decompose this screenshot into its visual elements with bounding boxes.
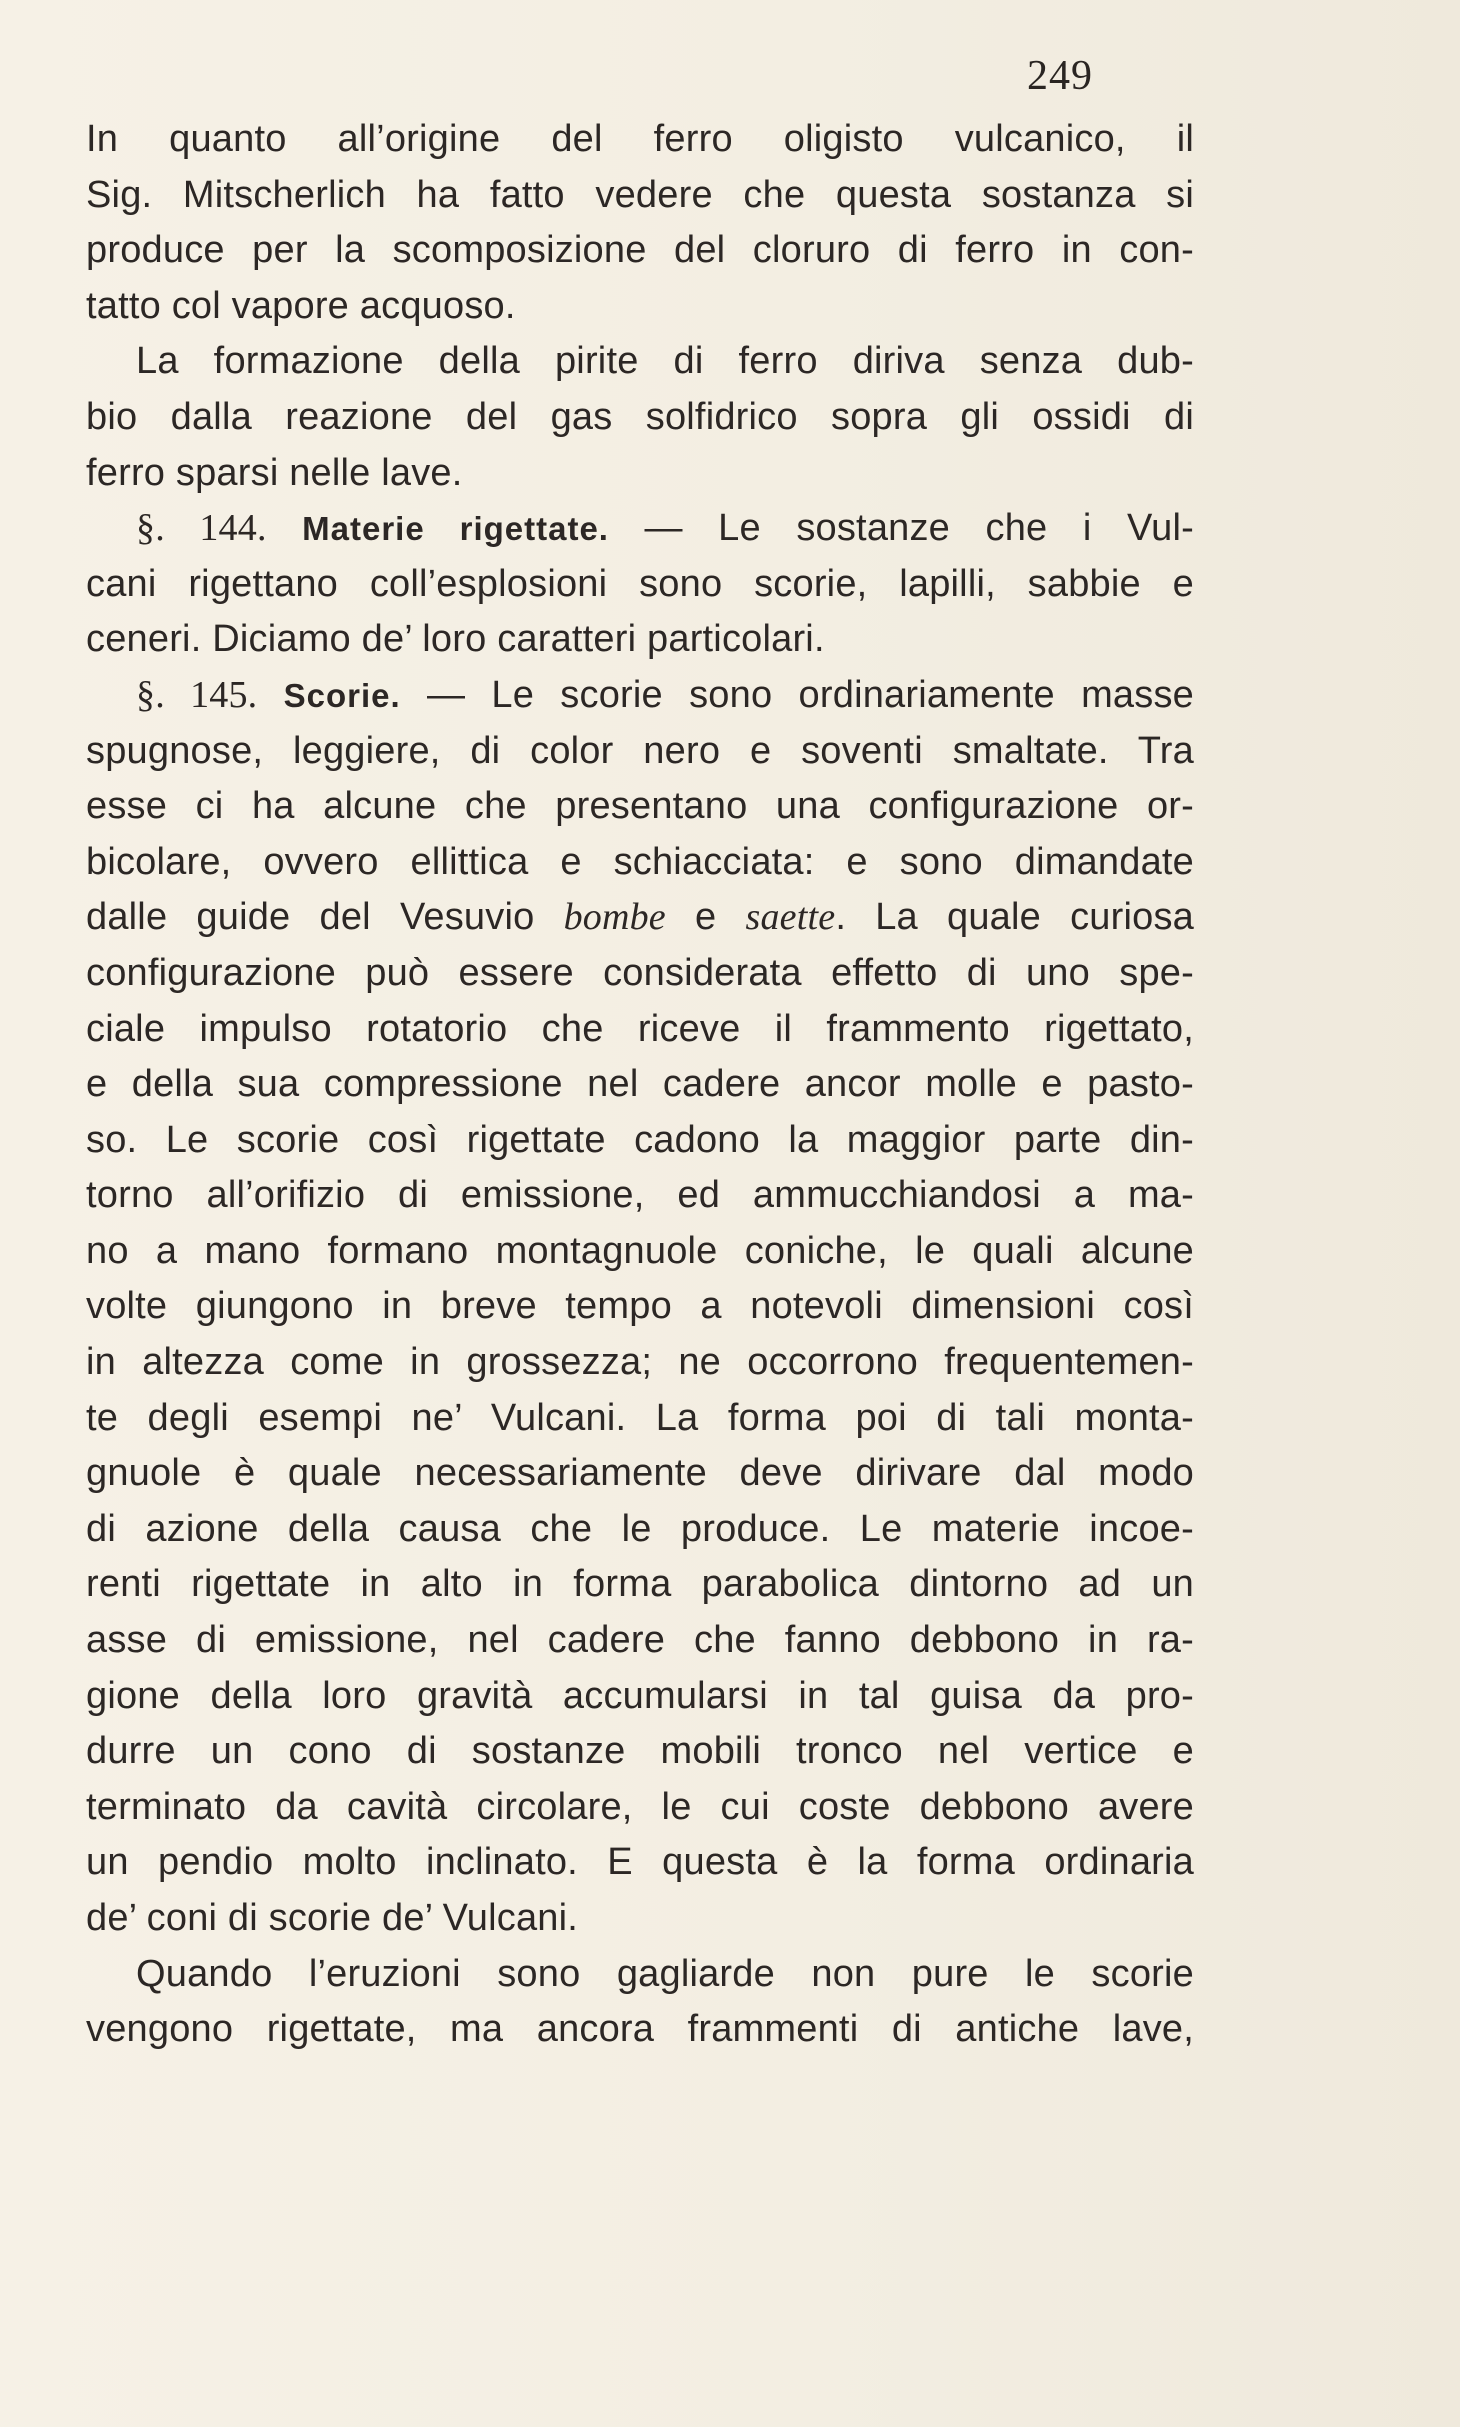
text-line: spugnose, leggiere, di color nero e soventi smaltate. Tra	[86, 729, 1194, 772]
body-text	[86, 112, 1194, 2058]
section-number: §. 144.	[136, 507, 267, 550]
text-line: in altezza come in grossezza; ne occorrono frequentemen-	[86, 1341, 1194, 1384]
text-line: gnuole è quale necessariamente deve dirivare dal modo	[86, 1452, 1194, 1495]
text-line	[86, 890, 1194, 946]
line-text: e	[665, 896, 746, 939]
text-line: te degli esempi ne’ Vulcani. La forma poi di tali monta-	[86, 1396, 1194, 1439]
italic-term: bombe	[563, 896, 666, 939]
text-line: terminato da cavità circolare, le cui coste debbono avere	[86, 1785, 1194, 1828]
text-line: bio dalla reazione del gas solfidrico sopra gli ossidi di	[86, 395, 1194, 438]
page-number: 249	[1027, 53, 1093, 99]
line-text: — Le scorie sono ordinariamente masse	[426, 673, 1194, 716]
section-heading: Materie rigettate.	[302, 510, 609, 548]
text-line: cani rigettano coll’esplosioni sono scorie, lapilli, sabbie e	[86, 562, 1194, 605]
text-line: esse ci ha alcune che presentano una configurazione or-	[86, 785, 1194, 828]
text-line: di azione della causa che le produce. Le materie incoe-	[86, 1507, 1194, 1550]
text-line: asse di emissione, nel cadere che fanno debbono in ra-	[86, 1619, 1194, 1662]
text-line: produce per la scomposizione del cloruro di ferro in con-	[86, 229, 1194, 272]
text-line	[86, 668, 1194, 724]
text-line: de’ coni di scorie de’ Vulcani.	[86, 1897, 579, 1939]
text-line: In quanto all’origine del ferro oligisto vulcanico, il	[86, 118, 1194, 160]
text-line: renti rigettate in alto in forma parabolica dintorno ad un	[86, 1563, 1194, 1606]
line-text: — Le sostanze che i Vul-	[644, 507, 1194, 550]
text-line: La formazione della pirite di ferro diriva senza dub-	[136, 340, 1194, 383]
italic-term: saette	[745, 896, 836, 939]
text-line: torno all’orifizio di emissione, ed ammucchiandosi a ma-	[86, 1174, 1194, 1217]
text-line: no a mano formano montagnuole coniche, le quali alcune	[86, 1229, 1194, 1272]
text-line: gione della loro gravità accumularsi in tal guisa da pro-	[86, 1674, 1194, 1717]
text-line	[86, 501, 1194, 557]
line-text: dalle guide del Vesuvio	[86, 896, 564, 939]
section-heading: Scorie.	[283, 676, 401, 714]
text-line: Sig. Mitscherlich ha fatto vedere che questa sostanza si	[86, 173, 1194, 216]
text-line: tatto col vapore acquoso.	[86, 284, 516, 327]
text-line: ciale impulso rotatorio che riceve il frammento rigettato,	[86, 1007, 1194, 1050]
text-line: ceneri. Diciamo de’ loro caratteri particolari.	[86, 618, 825, 661]
text-line: bicolare, ovvero ellittica e schiacciata: e sono dimandate	[86, 840, 1194, 883]
text-line: durre un cono di sostanze mobili tronco nel vertice e	[86, 1730, 1194, 1773]
text-line: un pendio molto inclinato. E questa è la forma ordinaria	[86, 1841, 1194, 1884]
text-line: so. Le scorie così rigettate cadono la maggior parte din-	[86, 1118, 1194, 1161]
text-line: e della sua compressione nel cadere ancor molle e pasto-	[86, 1063, 1194, 1106]
section-number: §. 145.	[136, 673, 258, 716]
text-line: Quando l’eruzioni sono gagliarde non pure le scorie	[136, 1952, 1194, 1995]
text-line: configurazione può essere considerata effetto di uno spe-	[86, 951, 1194, 994]
text-line: volte giungono in breve tempo a notevoli dimensioni così	[86, 1285, 1194, 1328]
text-line: vengono rigettate, ma ancora frammenti di antiche lave,	[86, 2008, 1194, 2051]
line-text: . La quale curiosa	[835, 896, 1194, 939]
text-line: ferro sparsi nelle lave.	[86, 451, 463, 494]
